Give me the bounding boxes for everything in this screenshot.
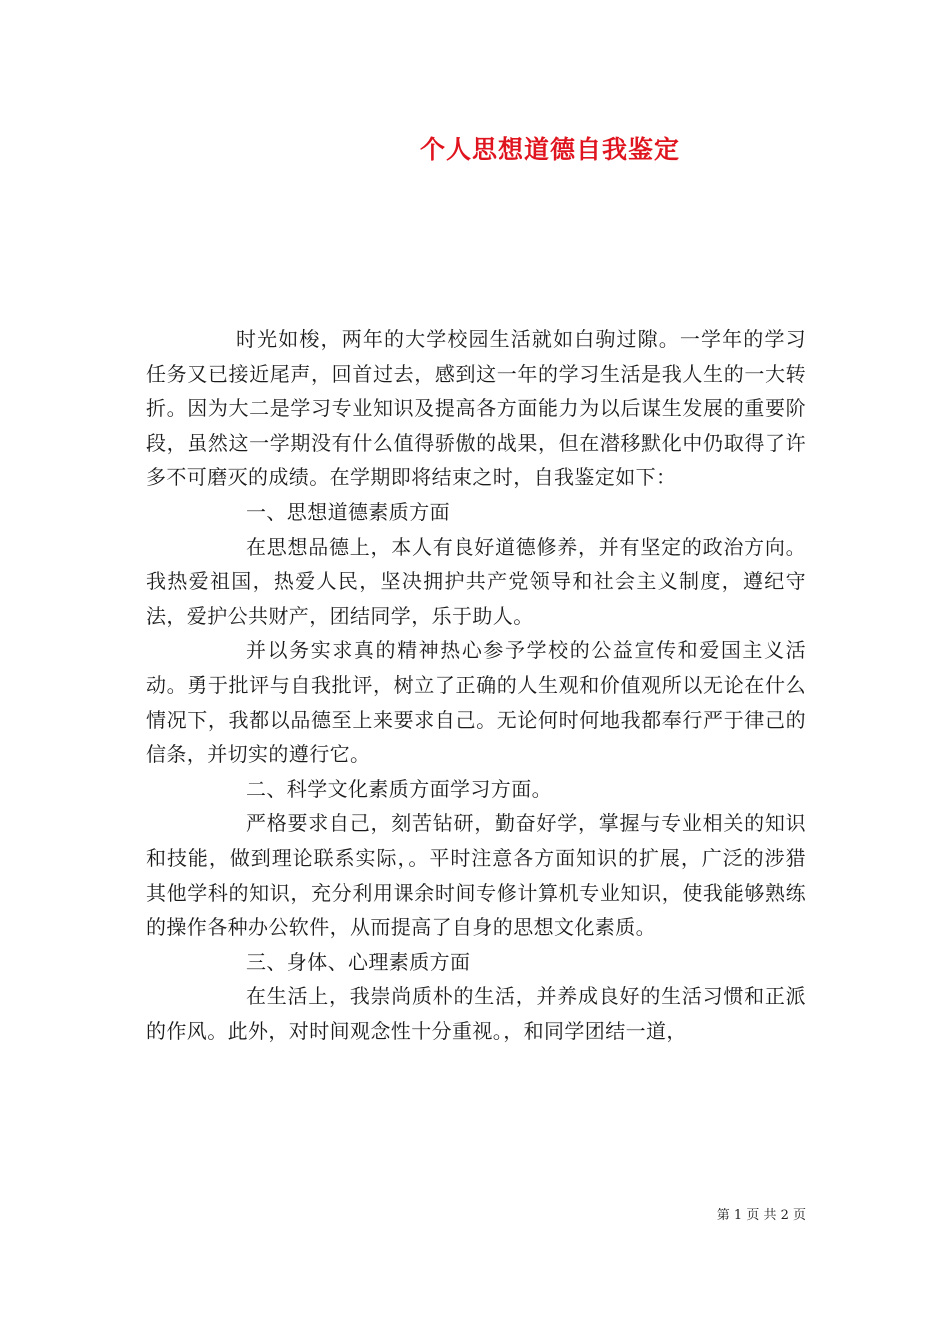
section-heading-science: 二、科学文化素质方面学习方面。 [246, 776, 552, 801]
paragraph-intro: 时光如梭，两年的大学校园生活就如白驹过隙。一学年的学习任务又已接近尾声，回首过去，感到这一年的学习生活是我人生的一大转折。因为大二是学习专业知识及提高各方面能力为以后谋生发展的重要阶段，虽然这一学期没有什么值得骄傲的战果，但在潜移默化中仍取得了许多不可磨灭的成绩。在学期即将结束之时，自我鉴定如下： [146, 327, 806, 490]
document-title: 个人思想道德自我鉴定 [419, 135, 680, 164]
page-number-footer: 第 1 页 共 2 页 [716, 1208, 806, 1223]
section-heading-physical: 三、身体、心理素质方面 [246, 949, 471, 974]
paragraph-physical: 在生活上，我崇尚质朴的生活，并养成良好的生活习惯和正派的作风。此外，对时间观念性十分重视。，和同学团结一道， [146, 984, 806, 1043]
paragraph-moral-2: 并以务实求真的精神热心参予学校的公益宣传和爱国主义活动。勇于批评与自我批评，树立了正确的人生观和价值观所以无论在什么情况下，我都以品德至上来要求自己。无论何时何地我都奉行严于律己的信条，并切实的遵行它。 [146, 638, 806, 767]
paragraph-science: 严格要求自己，刻苦钻研，勤奋好学，掌握与专业相关的知识和技能，做到理论联系实际，。平时注意各方面知识的扩展，广泛的涉猎其他学科的知识，充分利用课余时间专修计算机专业知识，使我能够熟练的操作各种办公软件，从而提高了自身的思想文化素质。 [146, 811, 806, 940]
paragraph-moral-1: 在思想品德上，本人有良好道德修养，并有坚定的政治方向。我热爱祖国，热爱人民，坚决拥护共产党领导和社会主义制度，遵纪守法，爱护公共财产，团结同学，乐于助人。 [146, 534, 806, 628]
document-body [146, 322, 806, 1048]
section-heading-moral: 一、思想道德素质方面 [246, 499, 450, 524]
